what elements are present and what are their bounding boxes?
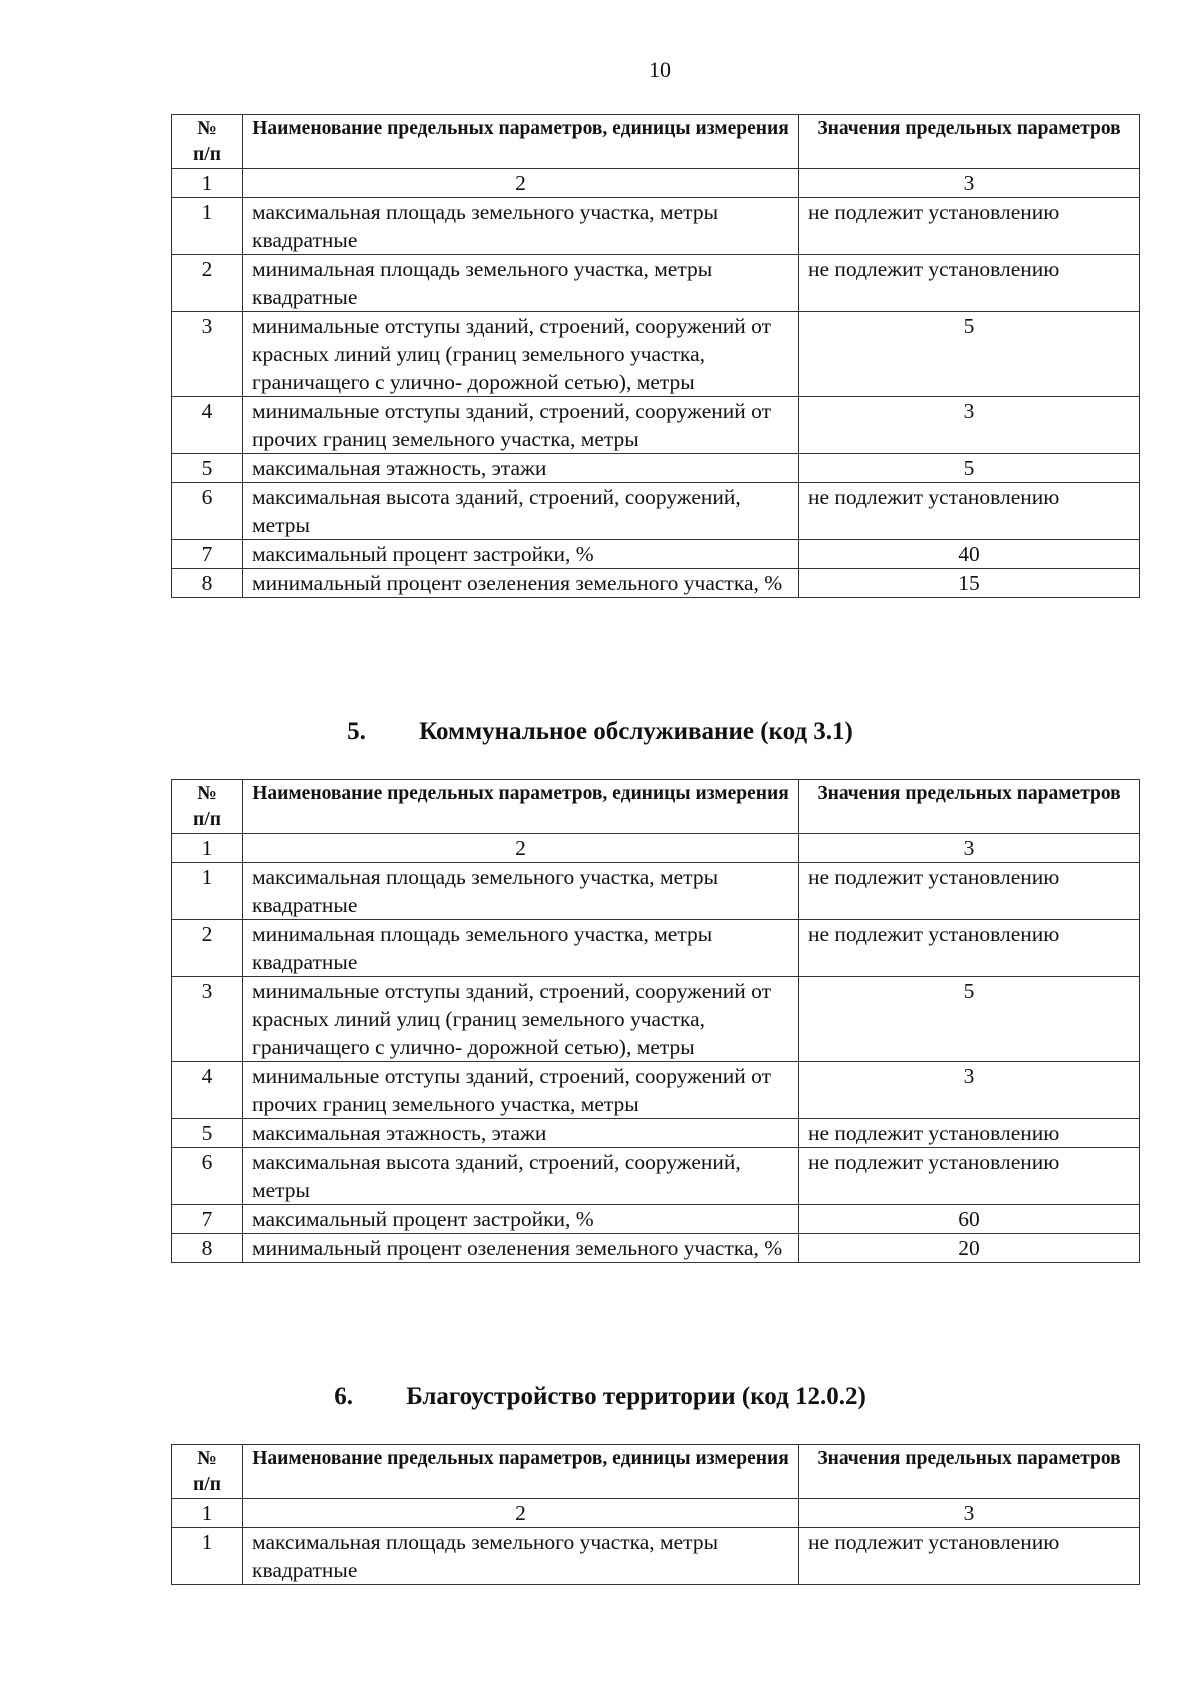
parameter-value: не подлежит установлению: [799, 863, 1140, 920]
parameter-name: минимальная площадь земельного участка, метры квадратные: [243, 920, 799, 977]
column-index: 2: [243, 1499, 799, 1528]
table-row: [172, 483, 1140, 540]
parameter-value: не подлежит установлению: [799, 198, 1140, 255]
parameter-value: 15: [799, 569, 1140, 598]
parameter-name: максимальная этажность, этажи: [243, 1119, 799, 1148]
column-index-row: [172, 1499, 1140, 1528]
table-header-row: [172, 780, 1140, 834]
row-number: 4: [172, 397, 243, 454]
parameter-name: максимальная высота зданий, строений, сооружений, метры: [243, 483, 799, 540]
header-no: № п/п: [172, 780, 243, 834]
row-number: 7: [172, 1205, 243, 1234]
parameter-name: максимальная этажность, этажи: [243, 454, 799, 483]
row-number: 4: [172, 1062, 243, 1119]
parameter-name: максимальная площадь земельного участка, метры квадратные: [243, 1528, 799, 1585]
parameter-value: 5: [799, 977, 1140, 1062]
column-index: 2: [243, 834, 799, 863]
column-index: 1: [172, 169, 243, 198]
section-number: 6.: [334, 1383, 353, 1410]
parameter-name: максимальная площадь земельного участка, метры квадратные: [243, 198, 799, 255]
row-number: 1: [172, 198, 243, 255]
parameter-value: 5: [799, 454, 1140, 483]
header-no: № п/п: [172, 115, 243, 169]
parameter-name: минимальные отступы зданий, строений, сооружений от прочих границ земельного участка, метры: [243, 1062, 799, 1119]
table-row: [172, 569, 1140, 598]
table-row: [172, 397, 1140, 454]
parameter-value: не подлежит установлению: [799, 1528, 1140, 1585]
row-number: 2: [172, 255, 243, 312]
parameter-value: не подлежит установлению: [799, 1148, 1140, 1205]
row-number: 5: [172, 454, 243, 483]
header-name: Наименование предельных параметров, единицы измерения: [243, 115, 799, 169]
row-number: 1: [172, 863, 243, 920]
params-table-1: [171, 114, 1140, 598]
parameter-name: максимальная высота зданий, строений, сооружений, метры: [243, 1148, 799, 1205]
header-no: № п/п: [172, 1445, 243, 1499]
column-index-row: [172, 169, 1140, 198]
row-number: 3: [172, 977, 243, 1062]
table-row: [172, 1205, 1140, 1234]
parameter-value: не подлежит установлению: [799, 1119, 1140, 1148]
table-row: [172, 312, 1140, 397]
table-row: [172, 454, 1140, 483]
table-row: [172, 198, 1140, 255]
section-title: Благоустройство территории (код 12.0.2): [406, 1383, 866, 1410]
column-index-row: [172, 834, 1140, 863]
table-row: [172, 1119, 1140, 1148]
parameter-value: 3: [799, 1062, 1140, 1119]
row-number: 5: [172, 1119, 243, 1148]
row-number: 8: [172, 569, 243, 598]
table-row: [172, 1062, 1140, 1119]
row-number: 7: [172, 540, 243, 569]
table-row: [172, 255, 1140, 312]
parameter-name: минимальный процент озеленения земельного участка, %: [243, 569, 799, 598]
row-number: 1: [172, 1528, 243, 1585]
table-row: [172, 1234, 1140, 1263]
parameter-name: максимальный процент застройки, %: [243, 540, 799, 569]
parameter-value: не подлежит установлению: [799, 483, 1140, 540]
parameter-name: максимальная площадь земельного участка, метры квадратные: [243, 863, 799, 920]
row-number: 6: [172, 483, 243, 540]
section-title: Коммунальное обслуживание (код 3.1): [419, 718, 853, 745]
parameter-value: не подлежит установлению: [799, 920, 1140, 977]
table-row: [172, 1148, 1140, 1205]
table-header-row: [172, 115, 1140, 169]
header-value: Значения предельных параметров: [799, 780, 1140, 834]
parameter-value: 60: [799, 1205, 1140, 1234]
header-value: Значения предельных параметров: [799, 115, 1140, 169]
parameter-value: 20: [799, 1234, 1140, 1263]
row-number: 6: [172, 1148, 243, 1205]
row-number: 2: [172, 920, 243, 977]
parameter-name: минимальные отступы зданий, строений, сооружений от прочих границ земельного участка, метры: [243, 397, 799, 454]
table-row: [172, 920, 1140, 977]
column-index: 1: [172, 834, 243, 863]
parameter-name: минимальная площадь земельного участка, метры квадратные: [243, 255, 799, 312]
column-index: 3: [799, 169, 1140, 198]
header-name: Наименование предельных параметров, единицы измерения: [243, 1445, 799, 1499]
table-row: [172, 1528, 1140, 1585]
table-row: [172, 863, 1140, 920]
parameter-value: 5: [799, 312, 1140, 397]
header-name: Наименование предельных параметров, единицы измерения: [243, 780, 799, 834]
params-table-3: [171, 1444, 1140, 1585]
section-heading-5: [0, 716, 1200, 748]
parameter-name: минимальные отступы зданий, строений, сооружений от красных линий улиц (границ земельного участка, граничащего с улично- дорожной сетью), метры: [243, 312, 799, 397]
header-value: Значения предельных параметров: [799, 1445, 1140, 1499]
section-number: 5.: [347, 718, 366, 745]
column-index: 3: [799, 834, 1140, 863]
row-number: 3: [172, 312, 243, 397]
table-header-row: [172, 1445, 1140, 1499]
page-number: 10: [649, 57, 671, 82]
table-row: [172, 540, 1140, 569]
row-number: 8: [172, 1234, 243, 1263]
parameter-name: максимальный процент застройки, %: [243, 1205, 799, 1234]
column-index: 3: [799, 1499, 1140, 1528]
parameter-value: не подлежит установлению: [799, 255, 1140, 312]
params-table-2: [171, 779, 1140, 1263]
table-row: [172, 977, 1140, 1062]
parameter-value: 3: [799, 397, 1140, 454]
parameter-name: минимальный процент озеленения земельного участка, %: [243, 1234, 799, 1263]
column-index: 2: [243, 169, 799, 198]
parameter-name: минимальные отступы зданий, строений, сооружений от красных линий улиц (границ земельного участка, граничащего с улично- дорожной сетью), метры: [243, 977, 799, 1062]
parameter-value: 40: [799, 540, 1140, 569]
section-heading-6: [0, 1381, 1200, 1413]
column-index: 1: [172, 1499, 243, 1528]
